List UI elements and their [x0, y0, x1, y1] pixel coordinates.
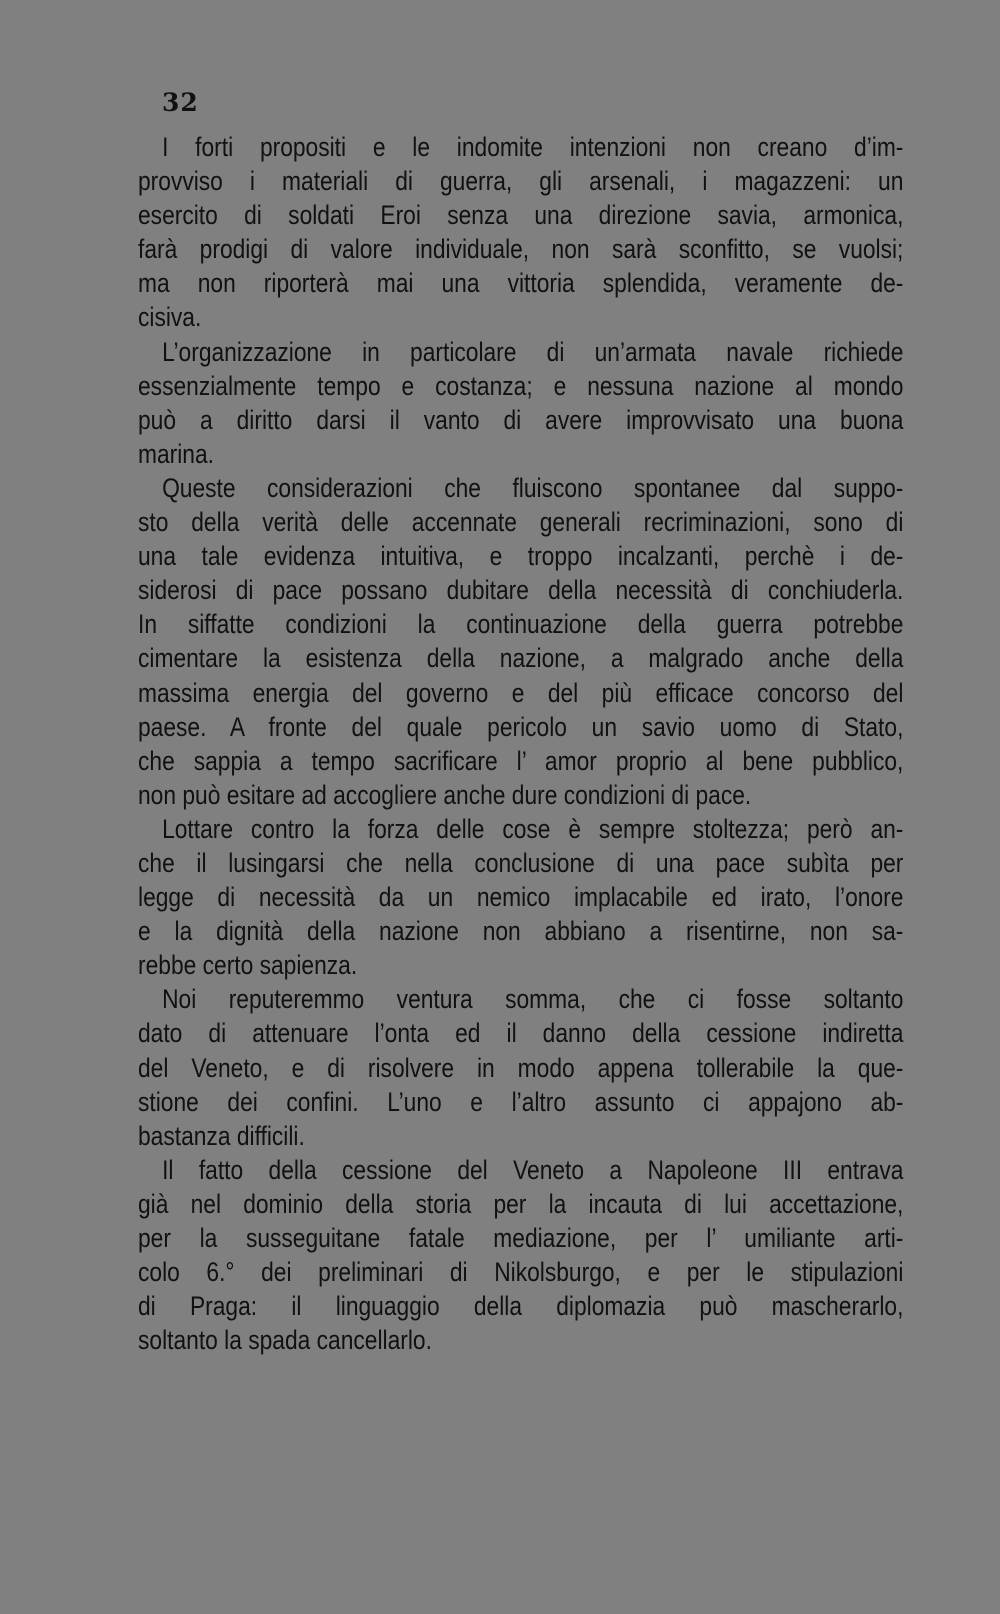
text-line: massima energia del governo e del più efficace concorso del [138, 677, 904, 708]
text-line: Queste considerazioni che fluiscono spontanee dal suppo- [162, 472, 904, 503]
text-line: soltanto la spada cancellarlo. [138, 1325, 432, 1356]
text-line: paese. A fronte del quale pericolo un savio uomo di Stato, [138, 711, 904, 742]
text-line: cisiva. [138, 302, 202, 333]
body-text [138, 130, 904, 1357]
text-line: già nel dominio della storia per la incauta di lui accettazione, [138, 1188, 904, 1219]
text-line: legge di necessità da un nemico implacabile ed irato, l’onore [138, 882, 904, 913]
text-line: che sappia a tempo sacrificare l’ amor proprio al bene pubblico, [138, 745, 904, 776]
text-line: stione dei confini. L’uno e l’altro assunto ci appajono ab- [138, 1086, 904, 1117]
text-line: può a diritto darsi il vanto di avere improvvisato una buona [138, 404, 904, 435]
text-line: farà prodigi di valore individuale, non sarà sconfitto, se vuolsi; [138, 234, 904, 265]
text-line: non può esitare ad accogliere anche dure condizioni di pace. [138, 779, 752, 810]
text-line: Lottare contro la forza delle cose è sempre stoltezza; però an- [162, 813, 904, 844]
text-line: dato di attenuare l’onta ed il danno della cessione indiretta [138, 1018, 904, 1049]
text-line: siderosi di pace possano dubitare della necessità di conchiuderla. [138, 575, 904, 606]
text-line: che il lusingarsi che nella conclusione di una pace subìta per [138, 847, 904, 878]
text-line: colo 6.° dei preliminari di Nikolsburgo, e per le stipulazioni [138, 1257, 904, 1288]
text-line: In siffatte condizioni la continuazione della guerra potrebbe [138, 609, 904, 640]
text-line: bastanza difficili. [138, 1120, 305, 1151]
text-line: essenzialmente tempo e costanza; e nessuna nazione al mondo [138, 370, 904, 401]
text-line: I forti propositi e le indomite intenzioni non creano d’im- [162, 132, 904, 162]
text-line: L’organizzazione in particolare di un’armata navale richiede [162, 336, 904, 367]
text-line: e la dignità della nazione non abbiano a risentirne, non sa- [138, 916, 904, 947]
text-line: Il fatto della cessione del Veneto a Napoleone III entrava [162, 1154, 904, 1185]
text-line: provviso i materiali di guerra, gli arsenali, i magazzeni: un [138, 166, 904, 197]
text-line: sto della verità delle accennate generali recriminazioni, sono di [138, 507, 904, 538]
text-line: cimentare la esistenza della nazione, a malgrado anche della [138, 643, 904, 674]
text-line: esercito di soldati Eroi senza una direzione savia, armonica, [138, 200, 904, 231]
text-line: ma non riporterà mai una vittoria splendida, veramente de- [138, 268, 904, 299]
text-line: di Praga: il linguaggio della diplomazia può mascherarlo, [138, 1291, 904, 1322]
page-number: 32 [162, 88, 199, 117]
text-line: una tale evidenza intuitiva, e troppo incalzanti, perchè i de- [138, 541, 904, 572]
text-line: marina. [138, 438, 215, 469]
text-line: rebbe certo sapienza. [138, 950, 358, 981]
text-line: Noi reputeremmo ventura somma, che ci fosse soltanto [162, 984, 904, 1015]
text-line: del Veneto, e di risolvere in modo appena tollerabile la que- [138, 1052, 904, 1083]
text-line: per la susseguitane fatale mediazione, per l’ umiliante arti- [138, 1223, 904, 1253]
